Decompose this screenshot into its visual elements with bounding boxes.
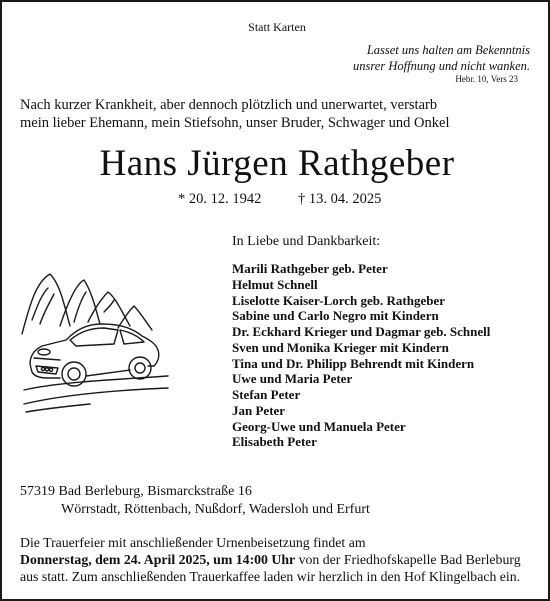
mourners-list	[232, 261, 490, 450]
verse-reference: Hebr. 10, Vers 23	[455, 74, 518, 84]
mourner-name: Tina und Dr. Philipp Behrendt mit Kindern	[232, 355, 475, 371]
quote-line: Lasset uns halten am Bekenntnis	[366, 43, 530, 57]
address-line: 57319 Bad Berleburg, Bismarckstraße 16	[20, 484, 252, 499]
bible-quote	[353, 42, 530, 74]
mourner-name: Sven und Monika Krieger mit Kindern	[232, 339, 449, 355]
sports-car-mountain-road-drawing	[20, 264, 170, 414]
mourner-name: Georg-Uwe und Manuela Peter	[232, 418, 406, 434]
gratitude-line: In Liebe und Dankbarkeit:	[232, 234, 381, 249]
mourner-name: Stefan Peter	[232, 387, 301, 402]
mourner-name: Dr. Eckhard Krieger und Dagmar geb. Schnell	[232, 324, 491, 339]
mourner-name: Marili Rathgeber geb. Peter	[232, 261, 388, 276]
relatives-places: Wörrstadt, Röttenbach, Nußdorf, Wadersloh und Erfurt	[61, 502, 370, 517]
death-date: † 13. 04. 2025	[298, 191, 382, 207]
mourner-name: Helmut Schnell	[232, 276, 318, 292]
statt-karten-label: Statt Karten	[248, 20, 306, 34]
deceased-name: Hans Jürgen Rathgeber	[99, 143, 455, 184]
mourner-name: Uwe und Maria Peter	[232, 371, 353, 387]
funeral-line	[20, 551, 521, 568]
intro-line: Nach kurzer Krankheit, aber dennoch plötzlich und unerwartet, verstarb	[20, 97, 438, 113]
quote-line: unsrer Hoffnung und nicht wanken.	[353, 59, 530, 73]
funeral-line: aus statt. Zum anschließenden Trauerkaffee laden wir herzlich in den Hof Klingelbach ein.	[20, 569, 521, 584]
mourner-name: Elisabeth Peter	[232, 434, 317, 450]
mourner-name: Liselotte Kaiser-Lorch geb. Rathgeber	[232, 292, 446, 308]
intro-line: mein lieber Ehemann, mein Stiefsohn, unser Bruder, Schwager und Onkel	[20, 115, 450, 131]
birth-date: * 20. 12. 1942	[178, 191, 262, 207]
intro-text	[20, 96, 449, 132]
mourner-name: Jan Peter	[232, 402, 286, 418]
funeral-line: Die Trauerfeier mit anschließender Urnenbeisetzung findet am	[20, 535, 366, 550]
funeral-date: Donnerstag, dem 24. April 2025, um 14:00 Uhr	[20, 552, 296, 567]
funeral-location: von der Friedhofskapelle Bad Berleburg	[295, 552, 521, 567]
mourner-name: Sabine und Carlo Negro mit Kindern	[232, 308, 439, 324]
funeral-details	[20, 534, 521, 585]
